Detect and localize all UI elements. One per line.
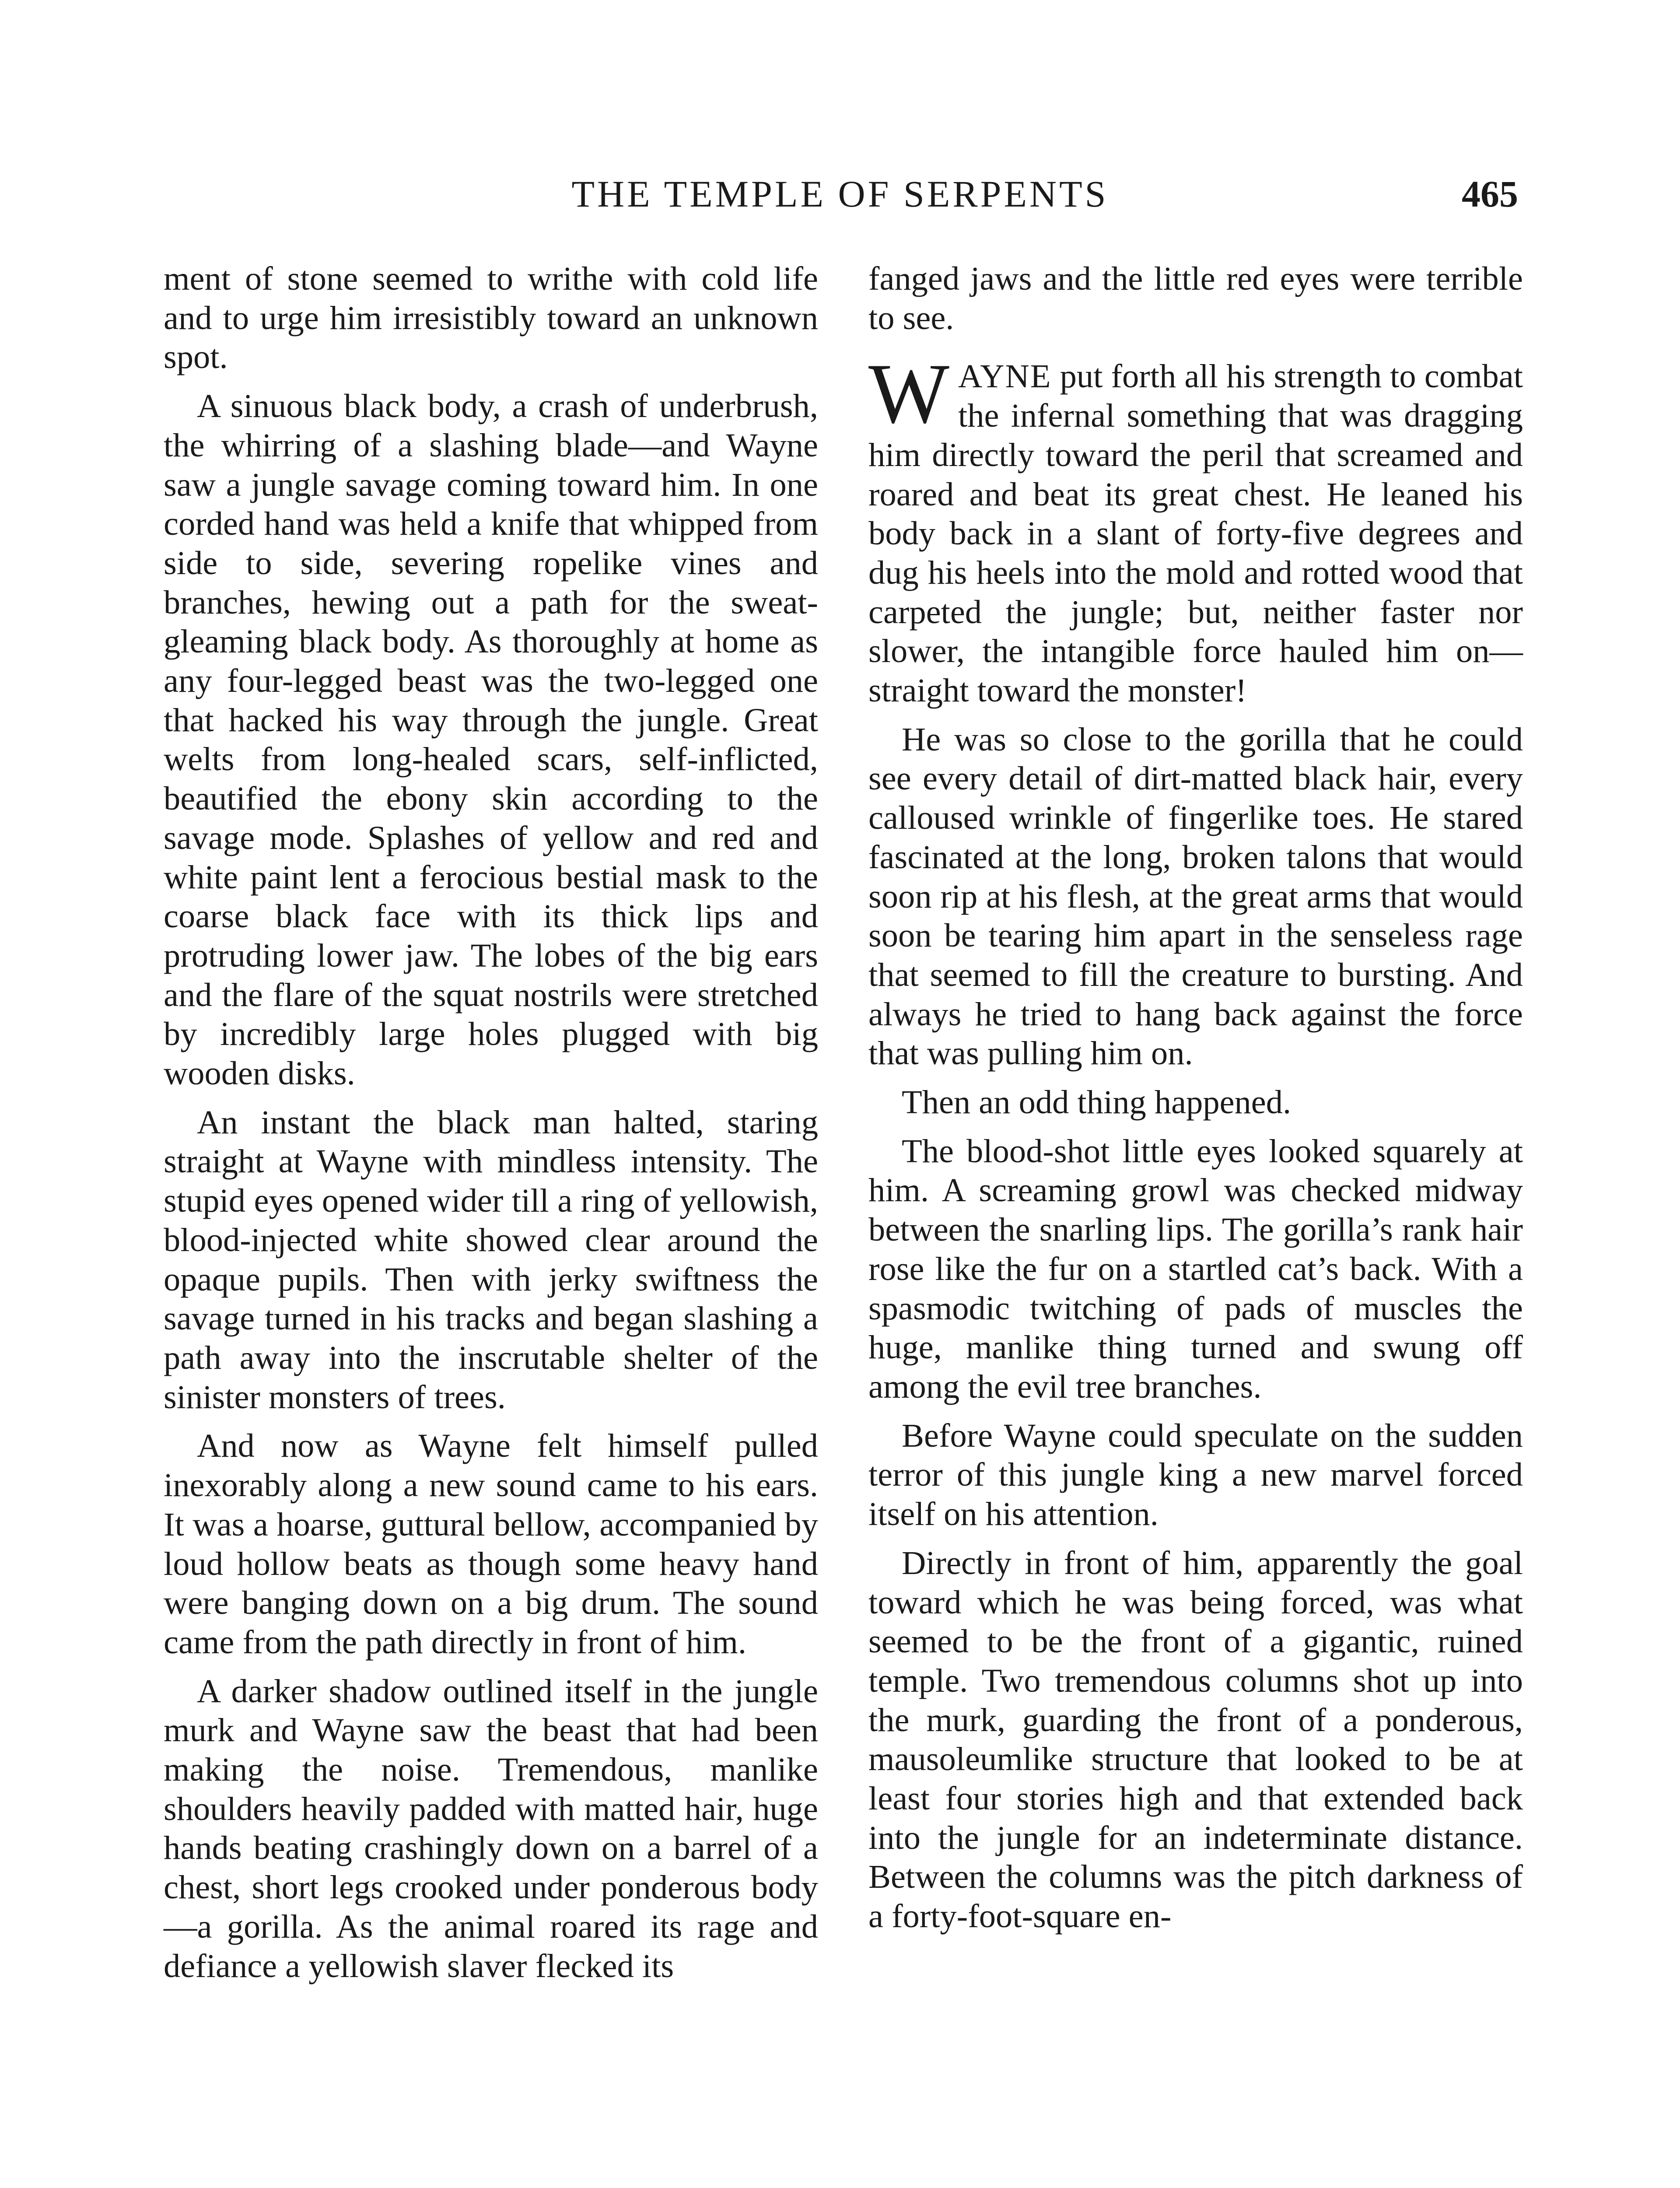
- section-opening-paragraph: [868, 346, 1523, 710]
- paragraph: A darker shadow outlined itself in the jungle murk and Wayne saw the beast that had been making the noise. Tremendous, manlike shoulders heavily padded with matted hair, huge hands beating crashingly down on a barrel of a chest, short legs crooked under ponderous body—a gorilla. As the animal roared its rage and defiance a yellowish slaver flecked its: [164, 1672, 818, 1985]
- running-title: THE TEMPLE OF SERPENTS: [571, 173, 1109, 215]
- left-column: [164, 259, 818, 1995]
- right-column: [868, 259, 1523, 1946]
- paragraph: ment of stone seemed to writhe with cold life and to urge him irresistibly toward an unknown spot.: [164, 260, 818, 376]
- paragraph: And now as Wayne felt himself pulled inexorably along a new sound came to his ears. It was a hoarse, guttural bellow, accompanied by loud hollow beats as though some heavy hand were banging down on a big drum. The sound came from the path directly in front of him.: [164, 1427, 818, 1661]
- drop-cap: W: [868, 346, 949, 442]
- paragraph: Before Wayne could speculate on the sudden terror of this jungle king a new marvel forced itself on his attention.: [868, 1417, 1523, 1533]
- paragraph: A sinuous black body, a crash of underbrush, the whirring of a slashing blade—and Wayne saw a jungle savage coming toward him. In one corded hand was held a knife that whipped from side to side, severing ropelike vines and branches, hewing out a path for the sweat-gleaming black body. As thoroughly at home as any four-legged beast was the two-legged one that hacked his way through the jungle. Great welts from long-healed scars, self-inflicted, beautified the ebony skin according to the savage mode. Splashes of yellow and red and white paint lent a ferocious bestial mask to the coarse black face with its thick lips and protruding lower jaw. The lobes of the big ears and the flare of the squat nostrils were stretched by incredibly large holes plugged with big wooden disks.: [164, 387, 818, 1092]
- page-number: 465: [1462, 173, 1518, 215]
- paragraph-text: put forth all his strength to combat the infernal something that was dragging him directly toward the peril that screamed and roared and beat its great chest. He leaned his body back in a slant of forty-five degrees and dug his heels into the mold and rotted wood that carpeted the jungle; but, neither faster nor slower, the intangible force hauled him on—straight toward the monster!: [868, 358, 1523, 709]
- paragraph: An instant the black man halted, staring straight at Wayne with mindless intensity. The stupid eyes opened wider till a ring of yellowish, blood-injected white showed clear around the opaque pupils. Then with jerky swiftness the savage turned in his tracks and began slashing a path away into the inscrutable shelter of the sinister monsters of trees.: [164, 1103, 818, 1416]
- page-header: [162, 170, 1518, 218]
- paragraph: He was so close to the gorilla that he could see every detail of dirt-matted black hair, every calloused wrinkle of fingerlike toes. He stared fascinated at the long, broken talons that would soon rip at his flesh, at the great arms that would soon be tearing him apart in the senseless rage that seemed to fill the creature to bursting. And always he tried to hang back against the force that was pulling him on.: [868, 720, 1523, 1072]
- paragraph: fanged jaws and the little red eyes were terrible to see.: [868, 260, 1523, 337]
- paragraph: Then an odd thing happened.: [902, 1083, 1292, 1121]
- small-caps-lead: AYNE: [958, 358, 1052, 395]
- paragraph: Directly in front of him, apparently the goal toward which he was being forced, was what seemed to be the front of a gigantic, ruined temple. Two tremendous columns shot up into the murk, guarding the front of a ponderous, mausoleumlike structure that looked to be at least four stories high and that extended back into the jungle for an indeterminate distance. Between the columns was the pitch darkness of a forty-foot-square en-: [868, 1544, 1523, 1935]
- paragraph: The blood-shot little eyes looked squarely at him. A screaming growl was checked midway between the snarling lips. The gorilla’s rank hair rose like the fur on a startled cat’s back. With a spasmodic twitching of pads of muscles the huge, manlike thing turned and swung off among the evil tree branches.: [868, 1132, 1523, 1405]
